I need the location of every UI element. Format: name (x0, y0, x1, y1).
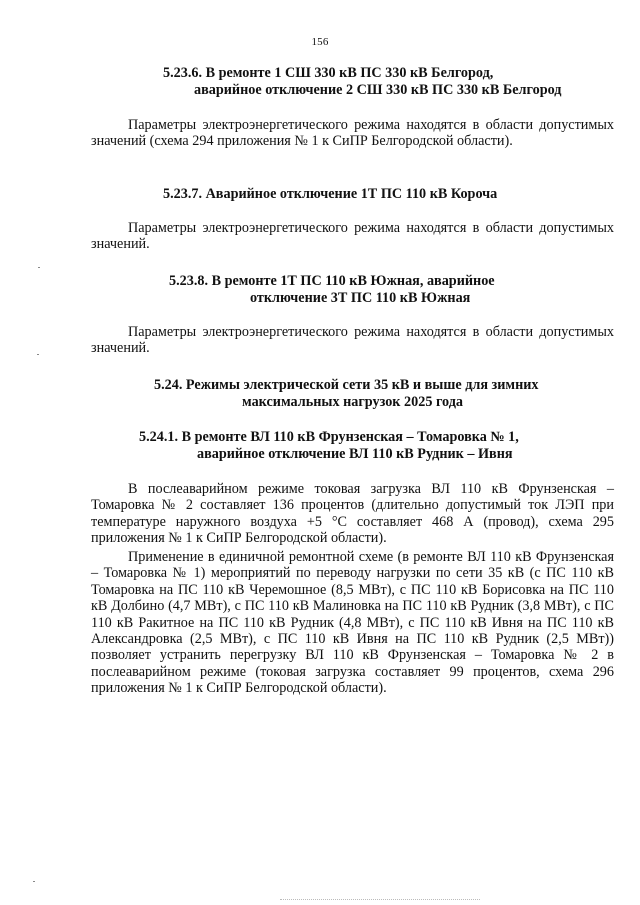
section-5-24-1-heading-line-1: 5.24.1. В ремонте ВЛ 110 кВ Фрунзенская – Томаровка № 1, (139, 429, 519, 445)
section-5-23-6-heading-line-1: 5.23.6. В ремонте 1 СШ 330 кВ ПС 330 кВ Белгород, (163, 65, 494, 81)
scan-speck (37, 354, 39, 355)
section-5-23-6-paragraph: Параметры электроэнергетического режима находятся в области допустимых значений (схема 294 приложения № 1 к СиПР Белгородской области). (91, 117, 614, 150)
section-5-24-1-heading-line-2: аварийное отключение ВЛ 110 кВ Рудник – Ивня (197, 446, 513, 462)
scan-edge-artifact (280, 899, 480, 901)
page-number: 156 (311, 36, 329, 48)
section-5-24-1-paragraph-1: В послеаварийном режиме токовая загрузка ВЛ 110 кВ Фрунзенская – Томаровка № 2 составляет 136 процентов (длительно допустимый ток ЛЭП при температуре наружного воздуха +5 °С составляет 468 А (провод), схема 295 приложения № 1 к СиПР Белгородской области). (91, 481, 614, 547)
section-5-23-8-paragraph: Параметры электроэнергетического режима находятся в области допустимых значений. (91, 324, 614, 357)
section-5-24-heading-line-2: максимальных нагрузок 2025 года (242, 394, 463, 410)
scan-speck (38, 267, 40, 268)
section-5-23-6-heading-line-2: аварийное отключение 2 СШ 330 кВ ПС 330 кВ Белгород (194, 82, 562, 98)
section-5-23-8-heading-line-1: 5.23.8. В ремонте 1Т ПС 110 кВ Южная, аварийное (169, 273, 495, 289)
scan-speck (33, 881, 35, 882)
section-5-24-1-paragraph-2: Применение в единичной ремонтной схеме (в ремонте ВЛ 110 кВ Фрунзенская – Томаровка № 1) мероприятий по переводу нагрузки по сети 35 кВ (с ПС 110 кВ Томаровка на ПС 110 кВ Черемошное (8,5 МВт), с ПС 110 кВ Борисовка на ПС 110 кВ Долбино (4,7 МВт), с ПС 110 кВ Малиновка на ПС 110 кВ Рудник (3,8 МВт), с ПС 110 кВ Ракитное на ПС 110 кВ Рудник (4,8 МВт), с ПС 110 кВ Ивня на ПС 110 кВ Александровка (2,5 МВт), с ПС 110 кВ Ивня на ПС 110 кВ Рудник (2,5 МВт)) позволяет устранить перегрузку ВЛ 110 кВ Фрунзенская – Томаровка № 2 в послеаварийном режиме (токовая загрузка составляет 99 процентов, схема 296 приложения № 1 к СиПР Белгородской области). (91, 549, 614, 697)
section-5-23-7-heading: 5.23.7. Аварийное отключение 1Т ПС 110 кВ Короча (163, 186, 498, 202)
section-5-23-8-heading-line-2: отключение 3Т ПС 110 кВ Южная (250, 290, 471, 306)
section-5-23-7-paragraph: Параметры электроэнергетического режима находятся в области допустимых значений. (91, 220, 614, 253)
section-5-24-heading-line-1: 5.24. Режимы электрической сети 35 кВ и выше для зимних (154, 377, 539, 393)
